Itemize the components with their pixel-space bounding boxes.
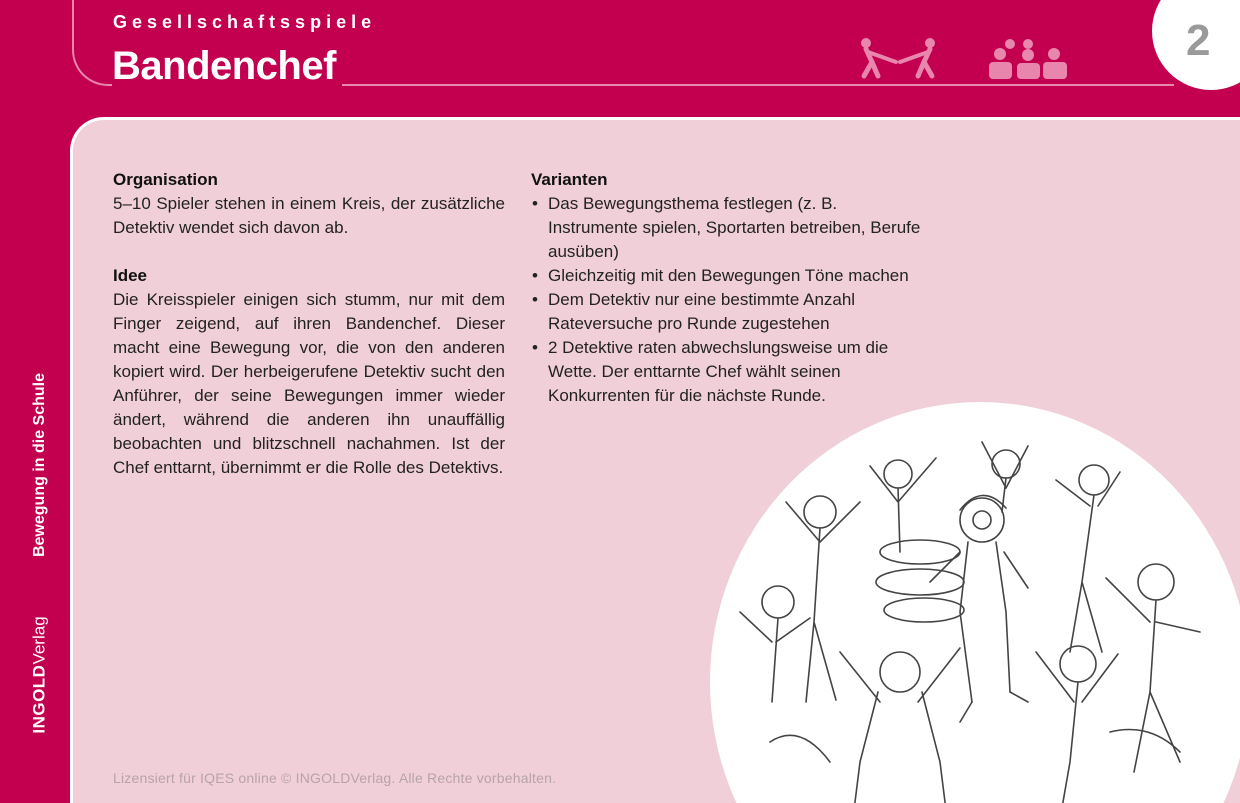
publisher-light: Verlag — [30, 616, 49, 665]
publisher-bold: INGOLD — [30, 664, 49, 734]
tug-of-war-icon — [856, 36, 940, 80]
list-item: • Dem Detektiv nur eine bestimmte Anzahl Rateversuche pro Runde zugestehen — [531, 288, 931, 336]
idee-text: Die Kreisspieler einigen sich stumm, nur mit dem Finger zeigend, auf ihren Bandenchef. Dieser macht eine Bewegung vor, die von den anderen kopiert wird. Der herbeigerufene Detektiv sucht den Anführer, der seine Bewegungen immer wieder ändert, während die anderen ihn unauffällig beobachten und blitzschnell nachahmen. Ist der Chef enttarnt, übernimmt er die Rolle des Detektivs. — [113, 290, 505, 477]
right-column — [531, 168, 931, 408]
organisation-text: 5–10 Spieler stehen in einem Kreis, der zusätzliche Detektiv wendet sich davon ab. — [113, 194, 505, 237]
series-title — [10, 360, 70, 570]
varianten-list — [531, 192, 931, 408]
idee-heading: Idee — [113, 266, 148, 285]
list-item: • Gleichzeitig mit den Bewegungen Töne machen — [531, 264, 931, 288]
organisation-heading: Organisation — [113, 170, 218, 189]
category-label: Gesellschaftsspiele — [113, 12, 377, 32]
varianten-heading: Varianten — [531, 170, 608, 189]
group-icon — [988, 38, 1070, 80]
page-title: Bandenchef — [112, 44, 342, 89]
series-title-text: Bewegung in die Schule — [31, 372, 48, 558]
list-item: • Das Bewegungsthema festlegen (z. B. Instrumente spielen, Sportarten betreiben, Berufe ausüben) — [531, 192, 931, 264]
publisher-logo — [10, 600, 70, 750]
license-footer: Lizensiert für IQES online © INGOLDVerlag. Alle Rechte vorbehalten. — [113, 770, 557, 786]
left-column — [113, 168, 505, 480]
card-number: 2 — [1186, 16, 1211, 65]
list-item: • 2 Detektive raten abwechslungsweise um die Wette. Der enttarnte Chef wählt seinen Konkurrenten für die nächste Runde. — [531, 336, 898, 408]
